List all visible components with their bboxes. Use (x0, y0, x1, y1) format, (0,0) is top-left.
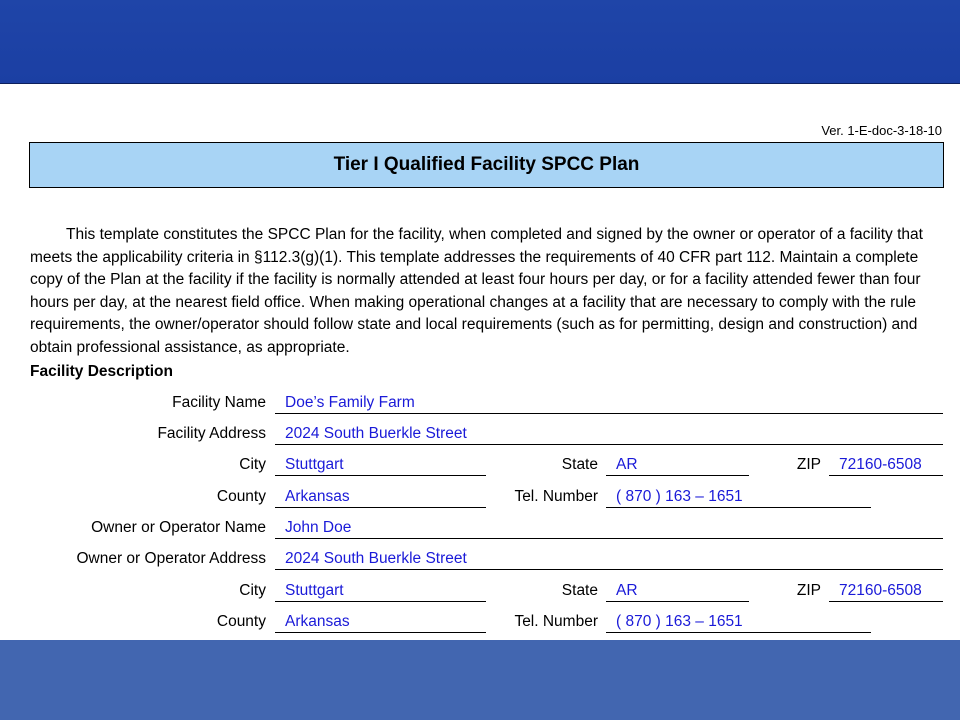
owner-county-field[interactable]: Arkansas (275, 613, 486, 633)
facility-city-label: City (239, 456, 266, 473)
owner-state-label: State (561, 582, 598, 599)
facility-state-field[interactable]: AR (606, 456, 749, 476)
intro-text: This template constitutes the SPCC Plan for the facility, when completed and signed by the owner or operator of a facility that meets the applicability criteria in §112.3(g)(1). This template addresses the requirements of 40 CFR part 112. Maintain a complete copy of the Plan at the facility if the facility is normally attended at least four hours per day, or for a facility attended fewer than four hours per day, at the nearest field office. When making operational changes at a facility that are necessary to comply with the rule requirements, the owner/operator should follow state and local requirements (such as for permitting, design and construction) and obtain professional assistance, as appropriate. (30, 226, 923, 356)
owner-tel-field[interactable]: ( 870 ) 163 – 1651 (606, 613, 871, 633)
owner-zip-label: ZIP (796, 582, 821, 599)
owner-state-field[interactable]: AR (606, 582, 749, 602)
owner-city-label: City (239, 582, 266, 599)
facility-address-label: Facility Address (157, 425, 266, 442)
owner-zip-field[interactable]: 72160-6508 (829, 582, 943, 602)
document-title: Tier I Qualified Facility SPCC Plan (29, 142, 944, 188)
footer-band (0, 640, 960, 720)
intro-paragraph (30, 224, 942, 359)
facility-zip-field[interactable]: 72160-6508 (829, 456, 943, 476)
owner-address-field[interactable]: 2024 South Buerkle Street (275, 550, 943, 570)
facility-tel-field[interactable]: ( 870 ) 163 – 1651 (606, 488, 871, 508)
owner-tel-label: Tel. Number (514, 613, 598, 630)
facility-tel-label: Tel. Number (514, 488, 598, 505)
facility-city-field[interactable]: Stuttgart (275, 456, 486, 476)
owner-address-label: Owner or Operator Address (76, 550, 266, 567)
owner-county-label: County (216, 613, 266, 630)
facility-county-field[interactable]: Arkansas (275, 488, 486, 508)
facility-name-label: Facility Name (172, 394, 266, 411)
header-band (0, 0, 960, 84)
facility-zip-label: ZIP (796, 456, 821, 473)
facility-state-label: State (561, 456, 598, 473)
facility-name-field[interactable]: Doe’s Family Farm (275, 394, 943, 414)
owner-city-field[interactable]: Stuttgart (275, 582, 486, 602)
version-label: Ver. 1-E-doc-3-18-10 (821, 123, 942, 138)
facility-county-label: County (216, 488, 266, 505)
facility-address-field[interactable]: 2024 South Buerkle Street (275, 425, 943, 445)
section-heading-facility-description: Facility Description (30, 363, 173, 380)
owner-name-label: Owner or Operator Name (91, 519, 266, 536)
owner-name-field[interactable]: John Doe (275, 519, 943, 539)
